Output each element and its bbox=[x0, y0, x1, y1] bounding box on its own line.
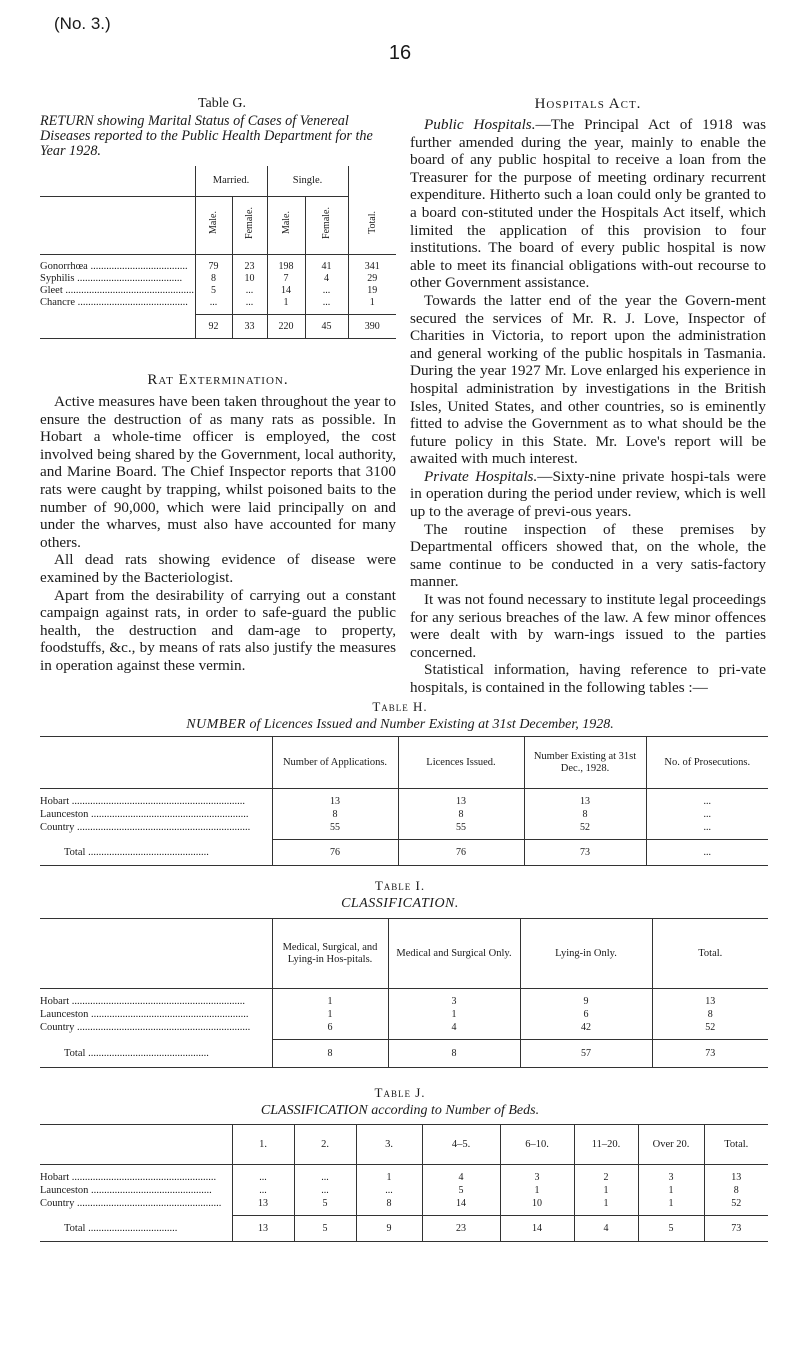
cell: 33 bbox=[232, 314, 267, 338]
row-label: Launceston ............................................................ bbox=[40, 808, 249, 820]
table-total-row bbox=[40, 314, 396, 338]
row-label: Syphilis ........................................ bbox=[40, 272, 183, 284]
table-row bbox=[40, 260, 396, 272]
cell: 3 bbox=[638, 1171, 704, 1184]
licences-header: Licences Issued. bbox=[398, 737, 524, 789]
existing-header: Number Existing at 31st Dec., 1928. bbox=[524, 737, 646, 789]
cell: 13 bbox=[524, 795, 646, 808]
row-label: Total .............................................. bbox=[40, 840, 272, 866]
paragraph: It was not found necessary to institute legal proceedings for any serious breaches of the law. A few minor offences were dealt with by warn-ings issued to the parties concerned. bbox=[410, 591, 766, 661]
cell: 19 bbox=[348, 284, 396, 296]
lying-in-only-header: Lying-in Only. bbox=[520, 919, 652, 989]
cell: 4 bbox=[422, 1171, 500, 1184]
single-female-header: Female. bbox=[321, 206, 332, 239]
cell: 4 bbox=[305, 272, 348, 284]
row-label: Total .............................................. bbox=[40, 1040, 272, 1068]
cell: 3 bbox=[388, 995, 520, 1008]
total-header: Total. bbox=[366, 210, 378, 234]
cell: 92 bbox=[195, 314, 232, 338]
total-header: Total. bbox=[652, 919, 768, 989]
row-label: Chancre .......................................... bbox=[40, 296, 188, 308]
cell: 8 bbox=[704, 1184, 768, 1197]
cell: 1 bbox=[272, 1008, 388, 1021]
cell: 4 bbox=[574, 1216, 638, 1242]
table-j-label: Table J. bbox=[374, 1085, 426, 1100]
cell: 8 bbox=[388, 1040, 520, 1068]
table-g-caption: RETURN showing Marital Status of Cases of Venereal Diseases reported to the Public Health Department for the Year 1928. bbox=[40, 113, 373, 159]
paragraph: Active measures have been taken throughout the year to ensure the destruction of as many rats as possible. In Hobart a whole-time officer is employed, the cost involved being shared by the Government, local authority, and Marine Board. The Chief Inspector reports that 3100 rats were caught by trapping, whilst poisoned baits to the number of 90,000, which were laid principally on and under the wharves, must also have accounted for many others. bbox=[40, 393, 396, 551]
cell: ... bbox=[232, 1171, 294, 1184]
cell: 10 bbox=[232, 272, 267, 284]
cell: 1 bbox=[638, 1184, 704, 1197]
table-h bbox=[40, 736, 768, 866]
cell: 5 bbox=[294, 1216, 356, 1242]
cell: 29 bbox=[348, 272, 396, 284]
married-male-header: Male. bbox=[208, 210, 219, 235]
cell: 41 bbox=[305, 260, 348, 272]
row-label: Country ....................................................... bbox=[40, 1197, 222, 1209]
beds-over-20-header: Over 20. bbox=[638, 1125, 704, 1165]
table-row bbox=[40, 284, 396, 296]
cell: 198 bbox=[267, 260, 305, 272]
table-total-row bbox=[40, 1040, 768, 1068]
private-hospitals-lead: Private Hospitals. bbox=[424, 467, 538, 485]
cell: 1 bbox=[574, 1184, 638, 1197]
table-g bbox=[40, 166, 396, 339]
cell: 1 bbox=[388, 1008, 520, 1021]
table-i bbox=[40, 918, 768, 1068]
cell: 73 bbox=[652, 1040, 768, 1068]
cell: ... bbox=[356, 1184, 422, 1197]
cell: 55 bbox=[398, 821, 524, 834]
table-row bbox=[40, 1171, 768, 1184]
cell: 9 bbox=[520, 995, 652, 1008]
table-total-row bbox=[40, 1216, 768, 1242]
beds-11-20-header: 11–20. bbox=[574, 1125, 638, 1165]
table-j-caption: CLASSIFICATION according to Number of Beds. bbox=[260, 1103, 540, 1118]
cell: 1 bbox=[267, 296, 305, 308]
cell: 73 bbox=[704, 1216, 768, 1242]
rat-heading: Rat Extermination. bbox=[147, 372, 289, 388]
paragraph: The routine inspection of these premises by Departmental officers showed that, on the whole, the same continue to be conducted in a very satis-factory manner. bbox=[410, 520, 766, 591]
cell: 5 bbox=[422, 1184, 500, 1197]
cell: 13 bbox=[232, 1197, 294, 1210]
cell: ... bbox=[646, 821, 768, 834]
beds-1-header: 1. bbox=[232, 1125, 294, 1165]
paragraph: Statistical information, having reference to pri-vate hospitals, is contained in the following tables :— bbox=[410, 661, 766, 696]
rat-section bbox=[40, 393, 396, 675]
medical-surgical-lying-in-header: Medical, Surgical, and Lying-in Hos-pitals. bbox=[272, 919, 388, 989]
cell: 341 bbox=[348, 260, 396, 272]
cell: 8 bbox=[195, 272, 232, 284]
cell: 42 bbox=[520, 1021, 652, 1034]
row-label: Launceston .............................................. bbox=[40, 1184, 212, 1196]
cell: 8 bbox=[272, 1040, 388, 1068]
table-row bbox=[40, 1008, 768, 1021]
row-label: Total .................................. bbox=[40, 1216, 232, 1242]
table-row bbox=[40, 821, 768, 834]
cell: 1 bbox=[500, 1184, 574, 1197]
cell: 1 bbox=[348, 296, 396, 308]
cell: ... bbox=[232, 284, 267, 296]
cell: 9 bbox=[356, 1216, 422, 1242]
cell: 76 bbox=[272, 840, 398, 866]
cell: 13 bbox=[232, 1216, 294, 1242]
table-row bbox=[40, 1184, 768, 1197]
cell: 220 bbox=[267, 314, 305, 338]
paragraph: All dead rats showing evidence of disease were examined by the Bacteriologist. bbox=[40, 551, 396, 586]
page-number: 16 bbox=[388, 42, 412, 64]
cell: 8 bbox=[398, 808, 524, 821]
cell: 14 bbox=[500, 1216, 574, 1242]
cell: 23 bbox=[422, 1216, 500, 1242]
cell: 57 bbox=[520, 1040, 652, 1068]
cell: 6 bbox=[272, 1021, 388, 1034]
cell: ... bbox=[195, 296, 232, 308]
cell: ... bbox=[646, 840, 768, 866]
table-row bbox=[40, 795, 768, 808]
table-row bbox=[40, 808, 768, 821]
medical-surgical-only-header: Medical and Surgical Only. bbox=[388, 919, 520, 989]
table-g-label: Table G. bbox=[197, 96, 246, 111]
applications-header: Number of Applications. bbox=[272, 737, 398, 789]
hospitals-section bbox=[410, 116, 766, 697]
table-row bbox=[40, 1197, 768, 1210]
cell: 10 bbox=[500, 1197, 574, 1210]
cell: 14 bbox=[422, 1197, 500, 1210]
public-hospitals-lead: Public Hospitals. bbox=[424, 116, 536, 133]
married-female-header: Female. bbox=[244, 206, 255, 239]
prosecutions-header: No. of Prosecutions. bbox=[646, 737, 768, 789]
cell: 14 bbox=[267, 284, 305, 296]
cell: 8 bbox=[356, 1197, 422, 1210]
paragraph: Apart from the desirability of carrying out a constant campaign against rats, in order to safe-guard the public health, the destruction and dam-age to property, foodstuffs, &c., by means of rats also justify the measures in operation against these vermin. bbox=[40, 586, 396, 674]
cell: ... bbox=[232, 296, 267, 308]
cell: 8 bbox=[272, 808, 398, 821]
table-i-caption: CLASSIFICATION. bbox=[341, 896, 459, 911]
beds-3-header: 3. bbox=[356, 1125, 422, 1165]
cell: 1 bbox=[574, 1197, 638, 1210]
cell: 73 bbox=[524, 840, 646, 866]
row-label: Hobart .................................................................. bbox=[40, 995, 246, 1007]
row-label: Hobart .................................................................. bbox=[40, 795, 246, 807]
row-label: Country .................................................................. bbox=[40, 1021, 251, 1033]
cell: 76 bbox=[398, 840, 524, 866]
cell: 4 bbox=[388, 1021, 520, 1034]
cell: ... bbox=[294, 1184, 356, 1197]
row-label: Country .................................................................. bbox=[40, 821, 251, 833]
row-label: Launceston ............................................................ bbox=[40, 1008, 249, 1020]
beds-6-10-header: 6–10. bbox=[500, 1125, 574, 1165]
cell: 7 bbox=[267, 272, 305, 284]
table-total-row bbox=[40, 840, 768, 866]
cell: 52 bbox=[652, 1021, 768, 1034]
row-label: Gonorrhœa ..................................... bbox=[40, 260, 188, 272]
hospitals-heading: Hospitals Act. bbox=[534, 96, 642, 112]
table-row bbox=[40, 272, 396, 284]
cell: 13 bbox=[652, 995, 768, 1008]
table-h-caption: NUMBER of Licences Issued and Number Existing at 31st December, 1928. bbox=[186, 717, 614, 732]
table-row bbox=[40, 1021, 768, 1034]
cell: 23 bbox=[232, 260, 267, 272]
cell: 3 bbox=[500, 1171, 574, 1184]
cell: 13 bbox=[272, 795, 398, 808]
row-label: Gleet ................................................. bbox=[40, 284, 194, 296]
cell: ... bbox=[305, 296, 348, 308]
cell: 1 bbox=[356, 1171, 422, 1184]
cell: 5 bbox=[195, 284, 232, 296]
cell: 2 bbox=[574, 1171, 638, 1184]
cell: 390 bbox=[348, 314, 396, 338]
cell: 13 bbox=[704, 1171, 768, 1184]
married-header: Married. bbox=[195, 166, 267, 196]
cell: 13 bbox=[398, 795, 524, 808]
table-h-label: Table H. bbox=[372, 699, 428, 714]
beds-4-5-header: 4–5. bbox=[422, 1125, 500, 1165]
cell: 5 bbox=[638, 1216, 704, 1242]
cell: 55 bbox=[272, 821, 398, 834]
table-j bbox=[40, 1124, 768, 1242]
cell: ... bbox=[646, 795, 768, 808]
table-row bbox=[40, 995, 768, 1008]
table-row bbox=[40, 296, 396, 308]
cell: 8 bbox=[524, 808, 646, 821]
table-i-label: Table I. bbox=[374, 878, 426, 893]
cell: ... bbox=[646, 808, 768, 821]
series-number: (No. 3.) bbox=[54, 14, 111, 33]
beds-2-header: 2. bbox=[294, 1125, 356, 1165]
cell: 8 bbox=[652, 1008, 768, 1021]
cell: 52 bbox=[524, 821, 646, 834]
cell: ... bbox=[232, 1184, 294, 1197]
cell: ... bbox=[305, 284, 348, 296]
single-header: Single. bbox=[267, 166, 348, 196]
paragraph: Towards the latter end of the year the Govern-ment secured the services of Mr. R. J. Love, Inspector of Charities in Victoria, to report upon the administration and general working of the public hospitals in Tasmania. During the year 1927 Mr. Love enlarged his experience in hospital administration by investigations in the British Isles, United States, and other countries, so is eminently fitted to advise the Government as to what should be the future policy in this State. Mr. Love's report will be awaited with much interest. bbox=[410, 291, 766, 468]
cell: 45 bbox=[305, 314, 348, 338]
paragraph: Private Hospitals.—Sixty-nine private hospi-tals were in operation during the period under review, which is well up to the average of previ-ous years. bbox=[410, 467, 766, 521]
cell: 52 bbox=[704, 1197, 768, 1210]
row-label: Hobart ....................................................... bbox=[40, 1171, 217, 1183]
paragraph: Public Hospitals.—The Principal Act of 1918 was further amended during the year, mainly to enable the board of any public hospital to receive a loan from the Treasurer for the purpose of meeting ordinary recurrent expenditure. Hitherto such a loan could only be granted to a board con-stituted under the Hospitals Act itself, which limited the application of this provision to four institutions. The board of every public hospital is now able to meet its financial obligations with-out recourse to other Government assistance. bbox=[410, 116, 766, 292]
single-male-header: Male. bbox=[280, 210, 292, 235]
cell: 5 bbox=[294, 1197, 356, 1210]
cell: 1 bbox=[272, 995, 388, 1008]
cell: 6 bbox=[520, 1008, 652, 1021]
cell: 79 bbox=[195, 260, 232, 272]
cell: ... bbox=[294, 1171, 356, 1184]
total-header: Total. bbox=[704, 1125, 768, 1165]
cell: 1 bbox=[638, 1197, 704, 1210]
